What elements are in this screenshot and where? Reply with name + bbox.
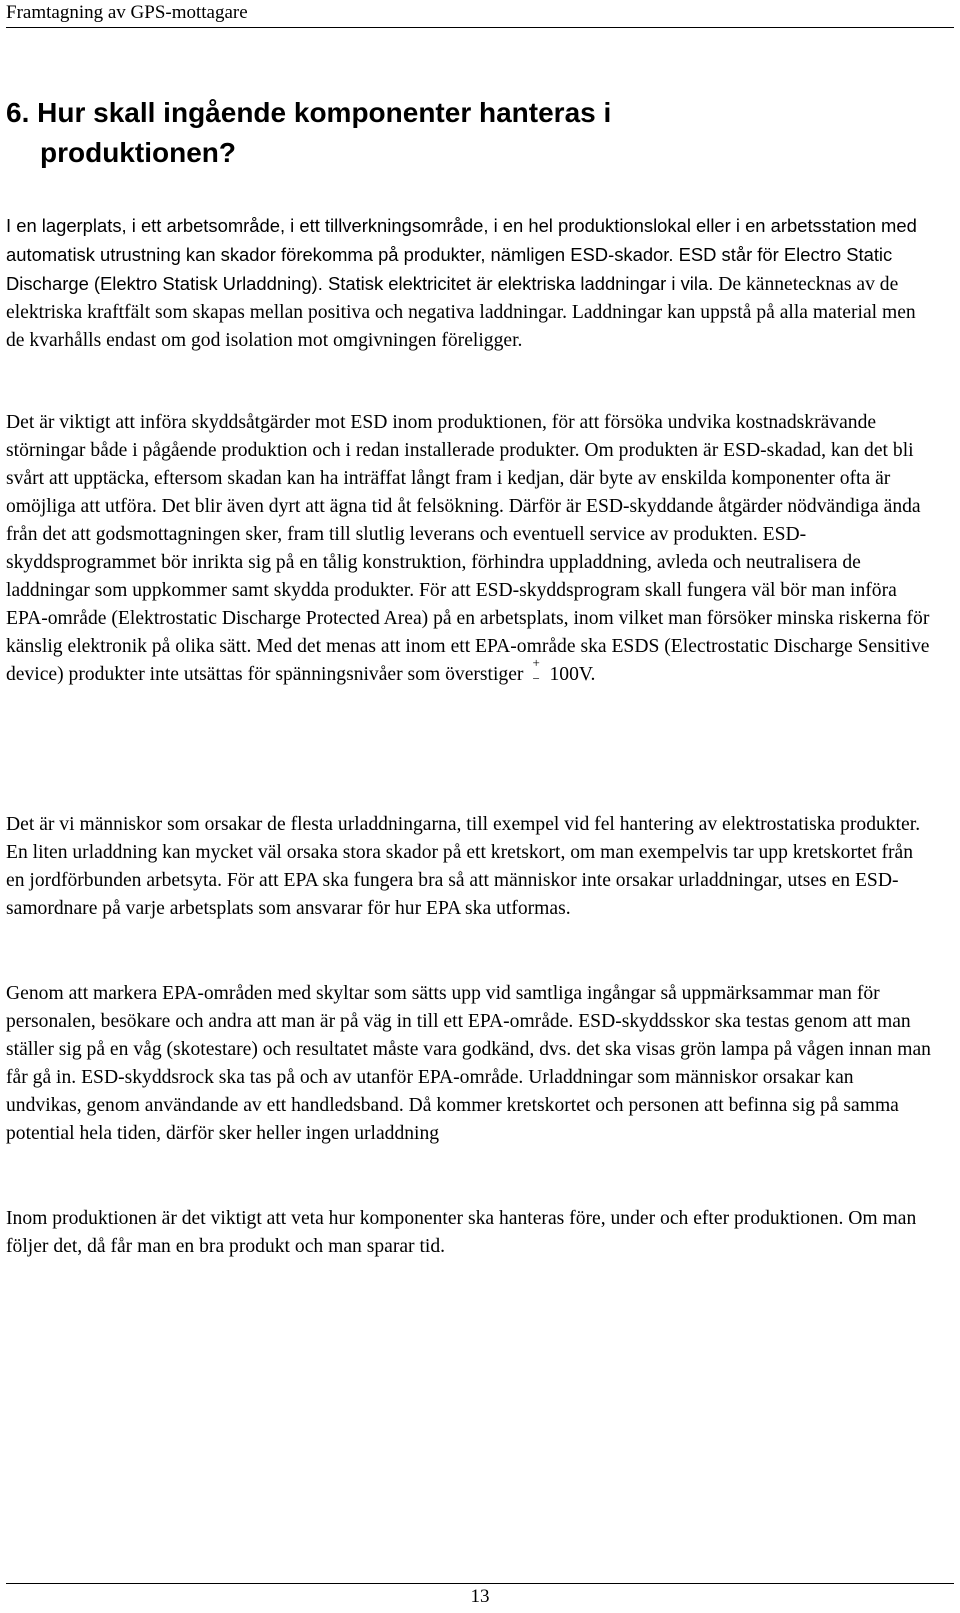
- footer-rule: [6, 1583, 954, 1584]
- plus-sign: +: [532, 655, 540, 670]
- header-rule: [6, 27, 954, 28]
- section-title-line-1: 6. Hur skall ingående komponenter hanteras i: [6, 97, 612, 128]
- paragraph-epa-marking: Genom att markera EPA-områden med skyltar som sätts upp vid samtliga ingångar så uppmärksammar man för personalen, besökare och andra att man är på väg in till ett EPA-område. ESD-skyddsskor ska testas genom att man ställer sig på en våg (skotestare) och resultatet måste vara godkänd, dvs. det ska visas grön lampa på vågen innan man får gå in. ESD-skyddsrock ska tas på och av utanför EPA-område. Urladdningar som människor orsakar kan undvikas, genom användande av ett handledsband. Då kommer kretskortet och personen att befinna sig på samma potential hela tiden, därför sker heller ingen urladdning: [6, 983, 931, 1144]
- page-number: 13: [470, 1586, 490, 1607]
- section-title: [6, 93, 906, 173]
- paragraph-esd-intro: [6, 212, 931, 355]
- paragraph-component-handling: Inom produktionen är det viktigt att veta hur komponenter ska hanteras före, under och efter produktionen. Om man följer det, då får man en bra produkt och man sparar tid.: [6, 1208, 917, 1257]
- paragraph-esd-intro-sans-text: I en lagerplats, i ett arbetsområde, i ett tillverkningsområde, i en hel produktionslokal eller i en arbetsstation med automatisk utrustning kan skador förekomma på produkter, nämligen ESD-skador. ESD står för Electro Static Discharge (Elektro Statisk Urladdning). Statisk elektricitet är elektriska laddningar i vila.: [6, 215, 917, 294]
- section-title-line-2: produktionen?: [40, 137, 236, 168]
- paragraph-protective-measures-text: Det är viktigt att införa skyddsåtgärder mot ESD inom produktionen, för att försöka undvika kostnadskrävande störningar både i pågående produktion och i redan installerade produkter. Om produkten är ESD-skadad, kan det bli svårt att upptäcka, eftersom skadan kan ha inträffat långt fram i kedjan, där byte av enskilda komponenter ofta är omöjliga att utföra. Det blir även dyrt att ägna tid åt felsökning. Därför är ESD-skyddande åtgärder nödvändiga ända från det att godsmottagningen sker, fram till slutlig leverans och eventuell service av produkten. ESD-skyddsprogrammet bör inrikta sig på en tålig konstruktion, förhindra uppladdning, avleda och neutralisera de laddningar som uppkommer samt skydda produkter. För att ESD-skyddsprogram skall fungera väl bör man införa EPA-område (Elektrostatic Discharge Protected Area) på en arbetsplats, inom vilket man försöker minska riskerna för känslig elektronik på olika sätt. Med det menas att inom ett EPA-område ska ESDS (Electrostatic Discharge Sensitive device) produkter inte utsättas för spänningsnivåer som överstiger: [6, 412, 930, 685]
- paragraph-human-discharges: Det är vi människor som orsakar de flesta urladdningarna, till exempel vid fel hantering av elektrostatiska produkter. En liten urladdning kan mycket väl orsaka stora skador på ett kretskort, om man exempelvis tar upp kretskortet från en jordförbunden arbetsyta. För att EPA ska fungera bra så att människor inte orsakar urladdningar, utses en ESD-samordnare på varje arbetsplats som ansvarar för hur EPA ska utformas.: [6, 814, 921, 919]
- running-header: Framtagning av GPS-mottagare: [6, 2, 248, 23]
- paragraph-esd-intro-serif-text: De kännetecknas av de elektriska kraftfält som skapas mellan positiva och negativa laddningar. Laddningar kan uppstå på alla material men de kvarhålls endast om god isolation mot omgivningen föreligger.: [6, 274, 916, 351]
- paragraph-protective-measures: [6, 409, 931, 689]
- voltage-value: 100V.: [549, 664, 596, 685]
- plus-minus-symbol: [529, 655, 545, 686]
- minus-sign: −: [532, 671, 540, 686]
